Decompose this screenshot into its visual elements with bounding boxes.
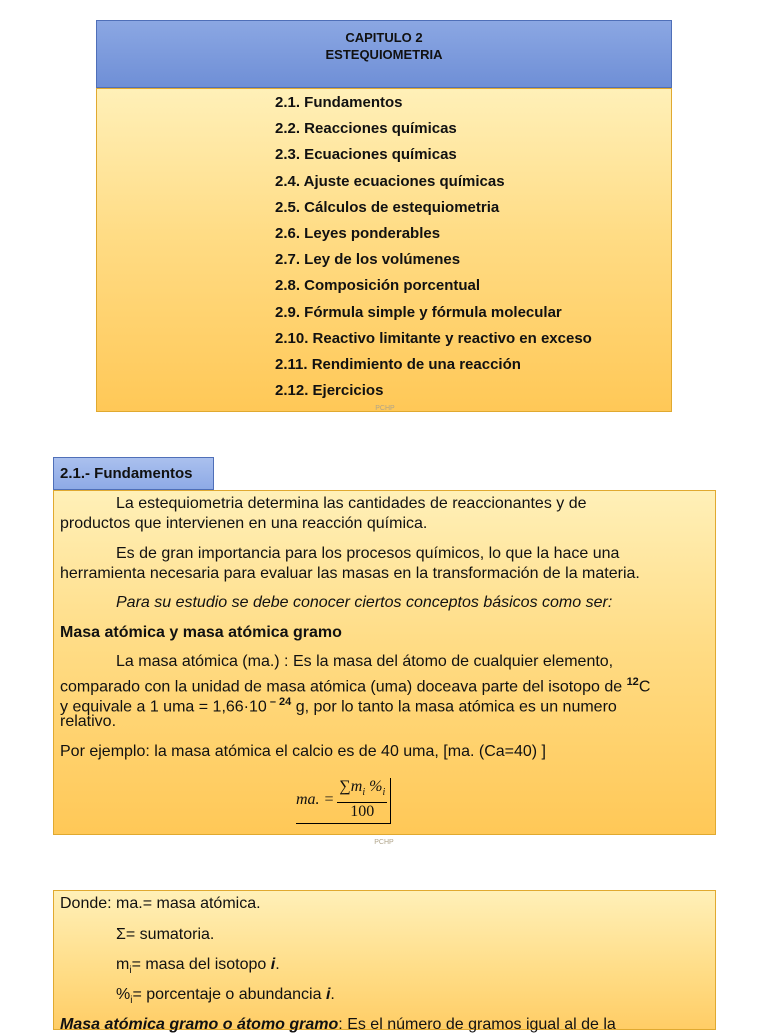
toc-item: 2.12. Ejercicios (275, 382, 384, 400)
text: y equivale a 1 uma = 1,66·10 (60, 698, 267, 716)
slide-footer: PCHP (374, 839, 394, 846)
paragraph-1-line-2: productos que intervienen en una reacción química. (60, 515, 428, 532)
toc-item: 2.6. Leyes ponderables (275, 225, 441, 243)
toc-item: 2.5. Cálculos de estequiometria (275, 198, 500, 216)
text: ∑m (339, 778, 363, 795)
text: i (270, 956, 276, 973)
subheading: Masa atómica y masa atómica gramo (60, 624, 342, 641)
formula-lhs: ma. = (296, 790, 335, 808)
chapter-title-box (96, 20, 672, 88)
paragraph-4-line-1: La masa atómica (ma.) : Es la masa del átomo de cualquier elemento, (116, 653, 614, 670)
paragraph-3: Para su estudio se debe conocer ciertos conceptos básicos como ser: (116, 594, 613, 611)
subscript: i (382, 787, 386, 799)
text: % (116, 986, 131, 1003)
toc-item: 2.9. Fórmula simple y fórmula molecular (275, 303, 562, 321)
chapter-number: CAPITULO 2 (345, 30, 423, 45)
formula-numerator (337, 778, 387, 803)
paragraph-5: Por ejemplo: la masa atómica el calcio es de 40 uma, [ma. (Ca=40) ] (60, 743, 546, 760)
text: : Es el número de gramos igual al de la (338, 1016, 616, 1033)
paragraph-4-line-4: relativo. (60, 713, 117, 730)
toc-item: 2.4. Ajuste ecuaciones químicas (275, 172, 505, 190)
toc-item: 2.11. Rendimiento de una reacción (275, 356, 521, 374)
def-line-ma: Donde: ma.= masa atómica. (60, 895, 261, 912)
superscript: 12 (626, 676, 639, 688)
slide-footer: PCHP (375, 405, 395, 412)
toc-item: 2.3. Ecuaciones químicas (275, 146, 457, 164)
paragraph-2-line-1: Es de gran importancia para los procesos químicos, lo que la hace una (116, 545, 620, 562)
subscript: i (362, 787, 366, 799)
text: Masa atómica gramo o átomo gramo (60, 1016, 339, 1033)
toc-item: 2.1. Fundamentos (275, 94, 403, 111)
formula-denominator: 100 (350, 803, 375, 821)
text: i (325, 986, 331, 1003)
toc-item: 2.10. Reactivo limitante y reactivo en exceso (275, 329, 592, 347)
text: g, por lo tanto la masa atómica es un numero (291, 698, 617, 716)
chapter-title: ESTEQUIOMETRIA (325, 47, 443, 62)
text: m (116, 956, 130, 973)
paragraph-1-line-1: La estequiometria determina las cantidades de reaccionantes y de (116, 495, 587, 512)
text: = masa del isotopo (131, 956, 271, 973)
paragraph-2-line-2: herramienta necesaria para evaluar las masas en la transformación de la materia. (60, 565, 640, 582)
formula-fraction (337, 778, 387, 821)
paragraph-4-line-3 (60, 692, 617, 717)
toc-item: 2.7. Ley de los volúmenes (275, 251, 461, 269)
subscript: i (130, 995, 133, 1007)
def-line-mi (116, 955, 280, 981)
def-line-gram-atom (60, 1015, 616, 1035)
superscript: – 24 (266, 696, 292, 708)
text: C (638, 678, 651, 696)
text: comparado con la unidad de masa atómica (uma) doceava parte del isotopo de (60, 678, 627, 696)
text: % (365, 778, 383, 795)
def-line-pi (116, 985, 335, 1011)
table-of-contents (96, 88, 672, 412)
atomic-mass-formula (296, 778, 391, 824)
text: . (275, 956, 280, 973)
subscript: i (129, 965, 132, 977)
toc-list (275, 90, 592, 404)
def-line-sum: Σ= sumatoria. (116, 926, 215, 943)
text: = porcentaje o abundancia (132, 986, 326, 1003)
text: . (330, 986, 335, 1003)
section-header: 2.1.- Fundamentos (53, 457, 214, 490)
toc-item: 2.2. Reacciones químicas (275, 120, 457, 138)
toc-item: 2.8. Composición porcentual (275, 277, 481, 295)
